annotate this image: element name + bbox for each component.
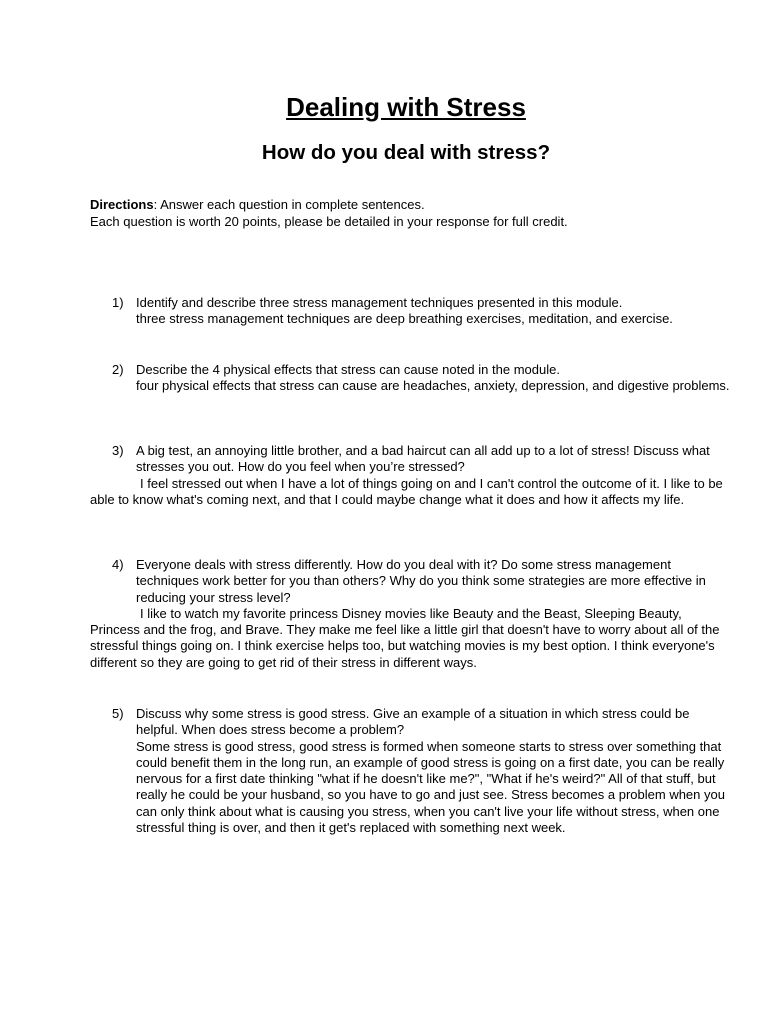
answer-text: four physical effects that stress can cause are headaches, anxiety, depression, and digestive problems. (136, 378, 730, 394)
answer-text: Some stress is good stress, good stress is formed when someone starts to stress over something that could benefit them in the long run, an example of good stress is going on a first date, you can be really nervous for a first date thinking "what if he doesn't like me?", "What if he's weird?" All of that stuff, but really he could be your husband, so you have to go and just see. Stress becomes a problem when you can only think about what is causing you stress, when you can't live your life without stress, when one stressful thing is over, and then it get's replaced with something next week. (136, 738, 725, 836)
directions-text: : Answer each question in complete sentences. (153, 197, 425, 212)
answer-text: I feel stressed out when I have a lot of things going on and I can't control the outcome of it. I like to be able to know what's coming next, and that I could maybe change what it does and how it affects my life. (90, 475, 723, 507)
question-prompt-line (90, 706, 730, 739)
answer-text: I like to watch my favorite princess Disney movies like Beauty and the Beast, Sleeping Beauty, Princess and the frog, and Brave. They make me feel like a little girl that doesn't have to worry about all of the stressful things going on. I think exercise helps too, but watching movies is my best option. I think everyone's different so they are going to get rid of their stress in different ways. (90, 605, 720, 670)
question-3 (90, 443, 730, 508)
directions-line-2: Each question is worth 20 points, please be detailed in your response for full credit. (90, 214, 568, 229)
question-prompt-line (90, 557, 730, 606)
page-subtitle: How do you deal with stress? (261, 141, 551, 164)
question-prompt: Discuss why some stress is good stress. Give an example of a situation in which stress could be helpful. When does stress become a problem? (136, 706, 690, 738)
question-4 (90, 557, 730, 671)
question-5 (90, 706, 730, 836)
directions-label: Directions (90, 197, 154, 212)
question-prompt: A big test, an annoying little brother, and a bad haircut can all add up to a lot of stress! Discuss what stresses you out. How do you feel when you’re stressed? (136, 443, 710, 475)
question-prompt-line (90, 295, 730, 311)
question-prompt: Everyone deals with stress differently. How do you deal with it? Do some stress management techniques work better for you than others? Why do you think some strategies are more effective in reducing your stress level? (136, 557, 706, 605)
question-number: 4) (112, 557, 124, 572)
question-prompt-line (90, 362, 730, 378)
question-prompt-line (90, 443, 730, 476)
question-prompt: Describe the 4 physical effects that stress can cause noted in the module. (136, 362, 560, 377)
question-number: 3) (112, 443, 124, 458)
question-number: 5) (112, 706, 124, 721)
directions-block (90, 196, 730, 230)
directions-line-1 (90, 196, 730, 213)
answer-text: three stress management techniques are deep breathing exercises, meditation, and exercise. (136, 311, 673, 327)
page-title: Dealing with Stress (286, 92, 526, 122)
question-prompt: Identify and describe three stress management techniques presented in this module. (136, 295, 623, 310)
question-number: 2) (112, 362, 124, 377)
question-number: 1) (112, 295, 124, 310)
question-1 (90, 295, 730, 328)
question-2 (90, 362, 730, 395)
